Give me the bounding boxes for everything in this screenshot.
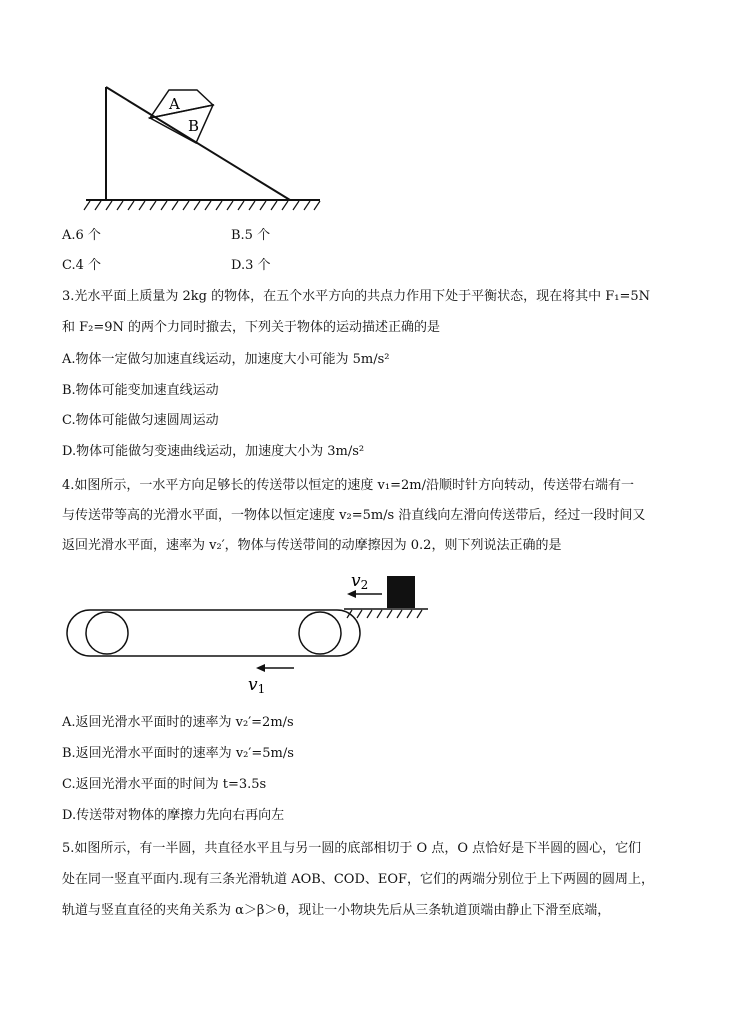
- block-a: [150, 90, 213, 118]
- q3-option-c: C.物体可能做匀速圆周运动: [62, 413, 219, 428]
- v2-label: v2: [351, 571, 369, 592]
- q4-option-c: C.返回光滑水平面的时间为 t=3.5s: [62, 777, 267, 792]
- block-b: [150, 105, 213, 143]
- q4-option-a: A.返回光滑水平面时的速率为 v₂′=2m/s: [62, 715, 294, 730]
- sliding-block: [387, 576, 415, 608]
- q2-option-b: B.5 个: [231, 228, 271, 243]
- block-b-label: B: [188, 117, 200, 135]
- q3-stem-line1: 3.光水平面上质量为 2kg 的物体，在五个水平方向的共点力作用下处于平衡状态，现在将其中 F₁=5N: [62, 289, 651, 304]
- v1-label: v1: [248, 675, 266, 696]
- q3-option-b: B.物体可能变加速直线运动: [62, 383, 219, 398]
- q3-option-a: A.物体一定做匀加速直线运动，加速度大小可能为 5m/s²: [62, 352, 390, 367]
- q4-option-d: D.传送带对物体的摩擦力先向右再向左: [62, 808, 285, 823]
- q5-stem-line2: 处在同一竖直平面内.现有三条光滑轨道 AOB、COD、EOF，它们的两端分别位于上下两圆的圆周上，: [62, 872, 655, 887]
- q4-stem-line3: 返回光滑水平面，速率为 v₂′，物体与传送带间的动摩擦因为 0.2，则下列说法正确的是: [62, 538, 562, 553]
- left-pulley: [86, 612, 128, 654]
- q5-stem-line3: 轨道与竖直直径的夹角关系为 α＞β＞θ，现让一小物块先后从三条轨道顶端由静止下滑至底端，: [62, 903, 611, 918]
- q5-stem-line1: 5.如图所示，有一半圆，共直径水平且与另一圆的底部相切于 O 点，O 点恰好是下半圆的圆心，它们: [62, 841, 642, 856]
- conveyor-figure: [67, 576, 428, 672]
- q4-stem-line1: 4.如图所示，一水平方向足够长的传送带以恒定的速度 v₁=2m/沿顺时针方向转动，传送带右端有一: [62, 478, 634, 493]
- q2-option-a: A.6 个: [62, 228, 101, 243]
- right-pulley: [299, 612, 341, 654]
- q4-option-b: B.返回光滑水平面时的速率为 v₂′=5m/s: [62, 746, 294, 761]
- surface-hatching: [347, 610, 422, 618]
- q3-stem-line2: 和 F₂=9N 的两个力同时撤去，下列关于物体的运动描述正确的是: [62, 320, 441, 335]
- ground-hatching: [84, 201, 320, 210]
- q2-option-d: D.3 个: [231, 258, 271, 273]
- q4-stem-line2: 与传送带等高的光滑水平面，一物体以恒定速度 v₂=5m/s 沿直线向左滑向传送带后，经过一段时间又: [62, 508, 646, 523]
- q3-option-d: D.物体可能做匀变速曲线运动，加速度大小为 3m/s²: [62, 444, 365, 459]
- q2-option-c: C.4 个: [62, 258, 102, 273]
- block-a-label: A: [169, 95, 180, 113]
